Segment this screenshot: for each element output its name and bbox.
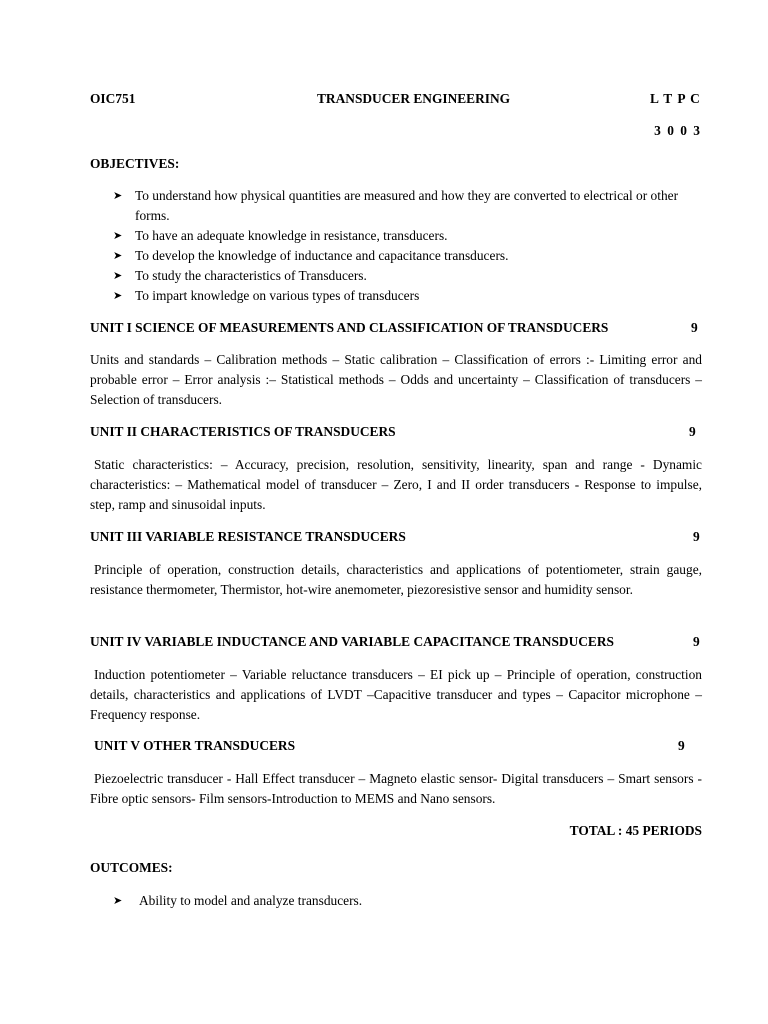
unit-title: UNIT V OTHER TRANSDUCERS: [94, 738, 296, 753]
arrow-bullet-icon: ➤: [113, 270, 123, 282]
unit-3-heading: [90, 527, 702, 547]
unit-hours: 9: [691, 320, 698, 335]
objectives-list: [113, 186, 703, 306]
course-title: TRANSDUCER ENGINEERING: [317, 91, 511, 106]
unit-hours: 9: [678, 738, 685, 753]
unit-1-heading: [90, 318, 702, 338]
list-item: ➤ To study the characteristics of Transducers.: [113, 266, 703, 286]
total-periods: TOTAL : 45 PERIODS: [569, 823, 702, 838]
arrow-bullet-icon: ➤: [113, 290, 123, 302]
arrow-bullet-icon: ➤: [113, 250, 123, 262]
unit-hours: 9: [693, 529, 700, 544]
unit-2-heading: [90, 422, 702, 442]
list-item: ➤ To understand how physical quantities are measured and how they are converted to electrical or other forms.: [113, 188, 679, 223]
list-item: ➤ Ability to model and analyze transducers.: [113, 891, 703, 911]
unit-hours: 9: [689, 424, 696, 439]
unit-4-heading: [90, 632, 702, 652]
unit-hours: 9: [693, 634, 700, 649]
course-code: OIC751: [90, 91, 136, 106]
arrow-bullet-icon: ➤: [113, 230, 123, 242]
arrow-bullet-icon: ➤: [113, 190, 123, 202]
unit-1-content: Units and standards – Calibration methods – Static calibration – Classification of errors :- Limiting error and probable error – Error analysis :– Statistical methods – Odds and uncertainty – Classification of transducers – Selection of transducers.: [90, 352, 702, 407]
outcomes-heading: OUTCOMES:: [90, 860, 173, 875]
unit-5-heading: [90, 736, 702, 756]
outcomes-list: [113, 891, 703, 911]
list-item: ➤ To have an adequate knowledge in resistance, transducers.: [113, 226, 703, 246]
list-item: ➤ To develop the knowledge of inductance and capacitance transducers.: [113, 246, 703, 266]
arrow-bullet-icon: ➤: [113, 895, 123, 907]
unit-title: UNIT II CHARACTERISTICS OF TRANSDUCERS: [90, 424, 396, 439]
unit-3-content: Principle of operation, construction details, characteristics and applications of potentiometer, strain gauge, resistance thermometer, Thermistor, hot-wire anemometer, piezoresistive sensor and humidity sensor.: [90, 562, 702, 597]
unit-title: UNIT IV VARIABLE INDUCTANCE AND VARIABLE CAPACITANCE TRANSDUCERS: [90, 634, 614, 649]
unit-2-content: Static characteristics: – Accuracy, precision, resolution, sensitivity, linearity, span and range - Dynamic characteristics: – Mathematical model of transducer – Zero, I and II order transducers - Response to impulse, step, ramp and sinusoidal inputs.: [90, 457, 702, 512]
ltpc-values: 3 0 0 3: [654, 123, 700, 138]
list-item: ➤ To impart knowledge on various types of transducers: [113, 286, 703, 306]
unit-title: UNIT III VARIABLE RESISTANCE TRANSDUCERS: [90, 529, 406, 544]
unit-title: UNIT I SCIENCE OF MEASUREMENTS AND CLASSIFICATION OF TRANSDUCERS: [90, 320, 609, 335]
ltpc-label: L T P C: [650, 91, 700, 106]
unit-5-content: Piezoelectric transducer - Hall Effect transducer – Magneto elastic sensor- Digital transducers – Smart sensors - Fibre optic sensors- Film sensors-Introduction to MEMS and Nano sensors.: [90, 771, 702, 806]
unit-4-content: Induction potentiometer – Variable reluctance transducers – EI pick up – Principle of operation, construction details, characteristics and applications of LVDT –Capacitive transducer and types – Capacitor microphone – Frequency response.: [90, 667, 702, 722]
objectives-heading: OBJECTIVES:: [90, 156, 180, 171]
